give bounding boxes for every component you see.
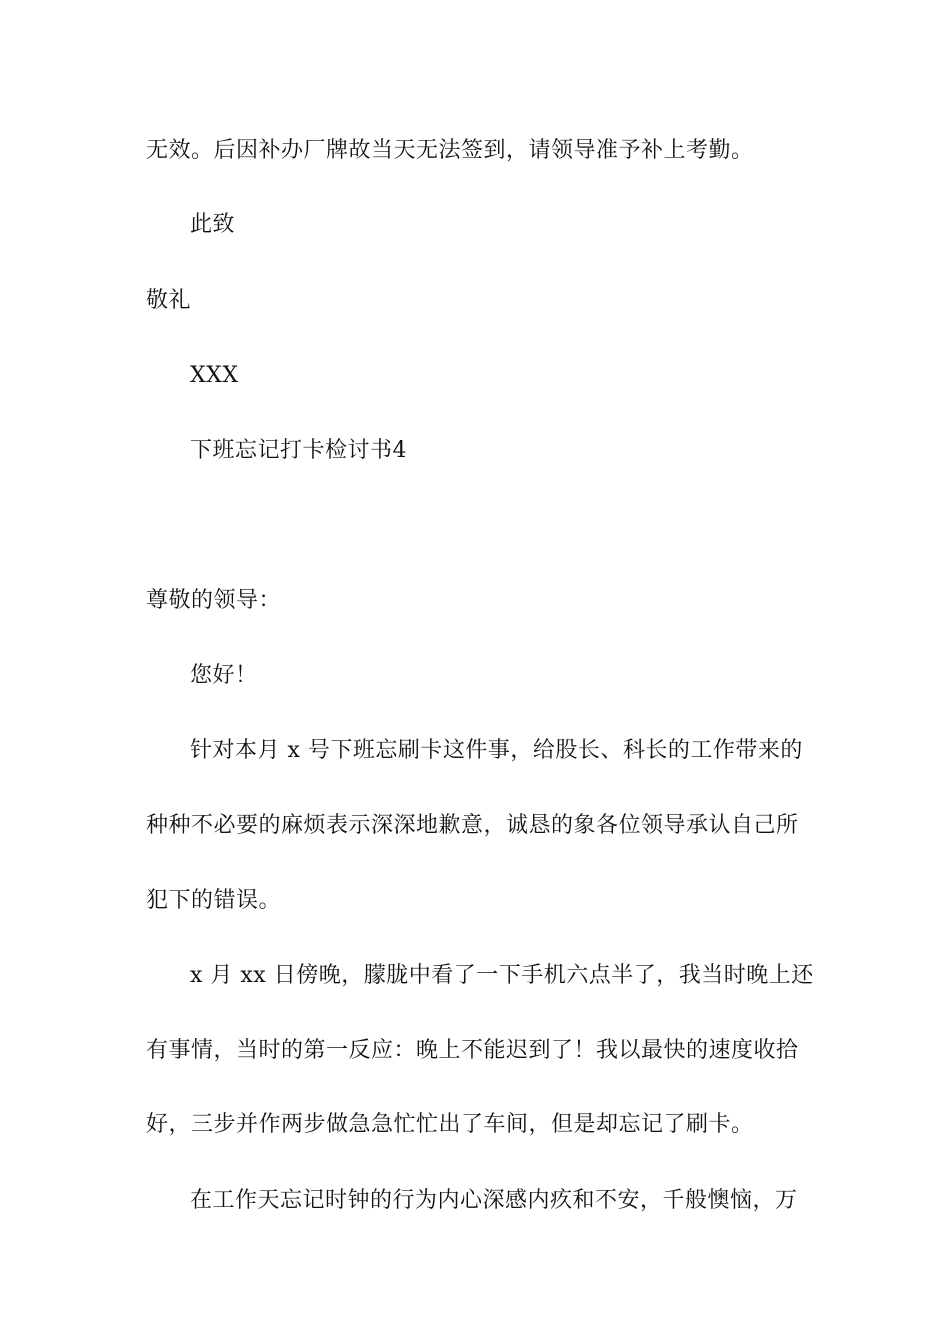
- greeting-hello: 您好！: [190, 663, 258, 688]
- paragraph-line: 在工作天忘记时钟的行为内心深感内疚和不安，千般懊恼，万: [190, 1188, 798, 1213]
- greeting-recipient: 尊敬的领导：: [146, 588, 282, 613]
- closing-salutation: 此致: [190, 212, 236, 237]
- section-heading: 下班忘记打卡检讨书4: [190, 438, 407, 463]
- closing-regards: 敬礼: [146, 288, 192, 313]
- paragraph-line: x 月 xx 日傍晚，朦胧中看了一下手机六点半了，我当时晚上还: [190, 963, 814, 988]
- signature-name: XXX: [190, 363, 239, 388]
- paragraph-line: 种种不必要的麻烦表示深深地歉意，诚恳的象各位领导承认自己所: [146, 813, 799, 838]
- paragraph-line: 针对本月 x 号下班忘刷卡这件事，给股长、科长的工作带来的: [190, 738, 803, 763]
- paragraph-line: 无效。后因补办厂牌故当天无法签到，请领导准予补上考勤。: [146, 138, 754, 163]
- paragraph-line: 犯下的错误。: [146, 888, 282, 913]
- paragraph-line: 有事情，当时的第一反应：晚上不能迟到了！我以最快的速度收拾: [146, 1038, 799, 1063]
- paragraph-line: 好，三步并作两步做急急忙忙出了车间，但是却忘记了刷卡。: [146, 1112, 754, 1137]
